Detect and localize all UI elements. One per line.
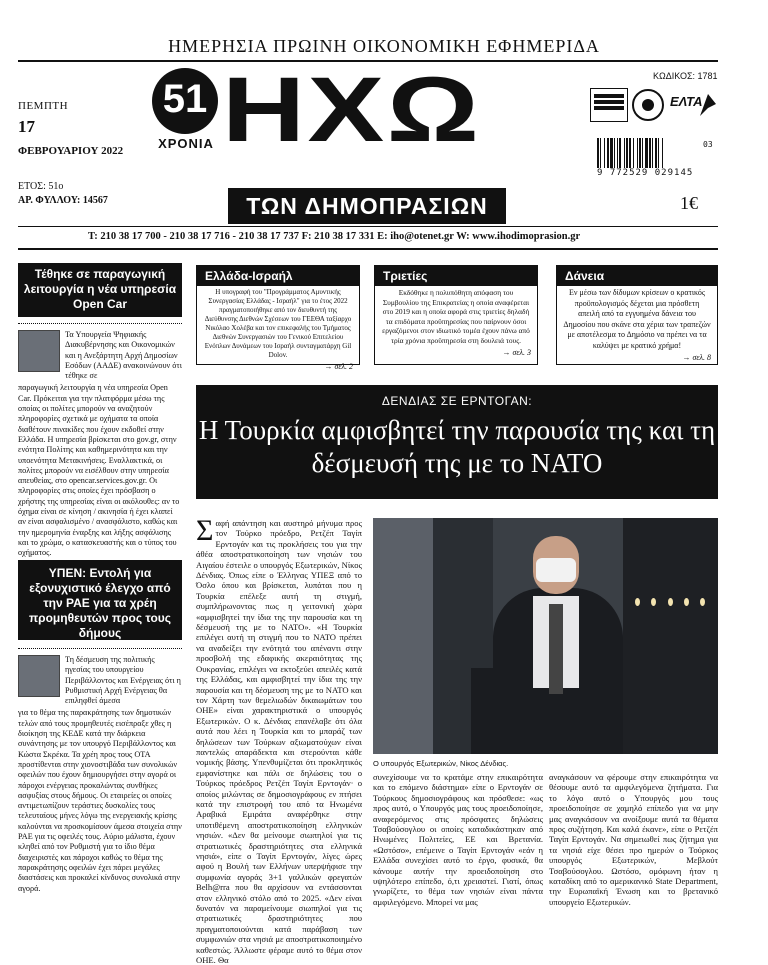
lead-story-banner xyxy=(196,385,718,499)
anniversary-badge: 51 xyxy=(152,68,218,134)
story-body: για το θέμα της παρακράτησης των δημοτικών τελών από τους προμηθευτές εισέπραξε χθες η διοίκηση της ΚΕΔΕ κατά την διάρκεια συνάντησης με τον υπουργό Περιβάλλοντος και Κώστα Σκρέκα. Τα χρέη προς τους ΟΤΑ προστίθενται στην χιονοστιβάδα των συνολικών οφειλών που έχουν δημιουργήσει στην αγορά οι πάροχοι ενέργειας προκαλώντας συνθήκες ασφυξίας στους δήμους. Οι εταιρείες οι οποίες αντιμετωπίζουν τεράστιες δυσκολίες τους τελευταίους μήνες λόγω της ενεργειακής κρίσης καλούνται να προσκομίσουν άμεσα στοιχεία στην ΡΑΕ για τις οφειλές τους. Αύριο μάλιστα, έχουν κληθεί από τον Ρυθμιστή για το ίδιο θέμα διαχειριστές και πάροχοι καθώς το θέμα της παρακράτησης οφειλών έχει πάρει μεγάλες διαστάσεις και προκαλεί κίνδυνος συνολικά στην αγορά. xyxy=(18,708,182,893)
lead-column-3: αναγκάσουν να φέρουμε στην επικαιρότητα να θέσουμε αυτό τα αμφιλεγόμενα ζητήματα. Για το λόγο αυτό ο Υπουργός μου τους προειδοποίησε σε χαμηλό επίπεδο για να μην μας αναγκάσουν να ανοίξουμε αυτά τα θέματα προς συζήτηση. Και καλά έκανε», είπε ο Ρετζέπ Ταγίπ Ερντογάν. Να σημειωθεί πως ζήτημα για τα νησιά είχε θέσει προ ημερών ο Τούρκος υπουργός Εξωτερικών, Μεβλούτ Τσαβούσογλου. Ωστόσο, ομόφωνη ήταν η καταδίκη από το αμερικανικό State Department, την Ευρωπαϊκή Ένωση και το βρετανικό υπουργείο Εξωτερικών. xyxy=(549,772,718,907)
publishers-seal-icon xyxy=(632,89,664,121)
issue-meta xyxy=(18,180,108,208)
lead-kicker: ΔΕΝΔΙΑΣ ΣΕ ΕΡΝΤΟΓΑΝ: xyxy=(381,394,533,408)
story-headline: Τέθηκε σε παραγωγική λειτουργία η νέα υπηρεσία Open Car xyxy=(18,263,182,317)
anniversary-label: ΧΡΟΝΙΑ xyxy=(158,136,214,151)
cover-price: 1€ xyxy=(680,193,698,213)
sidebar-story-opencar xyxy=(18,263,182,559)
lead-column-1 xyxy=(196,514,362,965)
issue-date-month: ΦΕΒΡΟΥΑΡΙΟΥ 2022 xyxy=(18,145,124,157)
photo-caption: Ο υπουργός Εξωτερικών, Νίκος Δένδιας. xyxy=(373,759,509,768)
lead-text: αφή απάντηση και αυστηρό μήνυμα προς τον Τούρκο πρόεδρο, Ρετζέπ Ταγίπ Ερντογάν και τις προκλήσεις του για την άθέα αποστρατικοποίηση των νησιών του Αιγαίου έστειλε ο υπουργός Εξωτερικών, Νίκος Δένδιας. Όπως είπε ο Έλληνας ΥΠΕΞ από το Όσλο όπου και βρίσκεται, λυπάται που η Τουρκία επέλεξε αυτή τη στιγμή, συμπλήρωνοντας πως η γειτονική χώρα «αμφισβητεί την ίδια της την παρουσία και τη δέσμευσή της με το ΝΑΤΟ». «Η Τουρκία επιλέγει αυτή τη στιγμή που το ΝΑΤΟ πρέπει να αναδείξει την ενότητά του απέναντι στην προσβολή της εδαφικής ακεραιότητας της Ουκρανίας, επιλέγει να εκτοξεύει απειλές κατά της Ελλάδας, και αμφισβητεί την ίδια της την παρουσία και τη δέσμευση της με το ΝΑΤΟ και τον Χάρτη των θεμελιωδών δικαιωμάτων του ΟΗΕ» είναι χαρακτηριστικά ο υπουργός Εξωτερικών. Ο κ. Δένδιας επανέλαβε ότι όλα αυτά που λέει η Τουρκία και το μπαράζ των δηλώσεων των Τούρκων αξιωματούχων είναι παντελώς απαράδεκτα και στερούνται κάθε νομικής βάσης. Υπενθυμίζεται ότι προκλητικός εμφανίστηκε και πάλι σε δηλώσεις του ο Τούρκος πρόεδρος Ρετζέπ Ταγίπ Ερντογάν· ο οποίος μιλώντας σε δημοσιογράφους εν πτήσει κατά την επιστροφή του από τα Ηνωμένα Αραβικά Εμιράτα αναφέρθηκε στην υποτιθέμενη αποστρατικοποίηση ελληνικών νησιών. «Δεν θα μείνουμε σιωπηλοί για τις στρατιωτικές δραστηριότητες στα ελληνικά νησιά», είπε ο Ταγίπ Ερντογάν, λίγες ώρες αφού η Βουλή των Ελλήνων υπερψήφισε την συμφωνία αγοράς 3+1 γαλλικών φρεγατών Belh@rra που θα αρχίσουν να εντάσσονται στον ελληνικό στόλο από το 2025. «Δεν είναι δυνατόν να παραμείνουμε σιωπηλοί για τις στρατιωτικές δραστηριότητες που πραγματοποιούνται κατά παράβαση των συμφωνιών στα νησιά με αποστρατικοποιημένο καθεστώς. Άλλωστε φέραμε αυτό το θέμα στον ΟΗΕ. Θα xyxy=(196,518,362,965)
story-body: παραγωγική λειτουργία η νέα υπηρεσία Open Car. Πρόκειται για την πλατφόρμα μέσω της οποίας οι πολίτες μπορούν να αναζητούν πληροφορίες σχετικά με οχήματα τα οποία διαθέτουν πινακίδες που έχουν εκδοθεί στην Ελλάδα. Η υπηρεσία βρίσκεται στο gov.gr, στην ενότητα Πολίτης και καθημερινότητα και την υποενότητα Μετακινήσεις. Εναλλακτικά, οι πολίτες μπορούν να εισέλθουν στην υπηρεσία απευθείας, στο opencar.services.gov.gr. Οι πληροφορίες στις οποίες έχει πρόσβαση ο χρήστης της υπηρεσίας είναι οι ακόλουθες: αν το όχημα είναι σε κίνηση / ακινησία ή έχει κλαπεί αν είναι ασφαλισμένο / ανασφάλιστο, καθώς και την ημερομηνία έναρξης και λήξης ασφάλισης και το χρώμα, ο κατασκευαστής και ο τύπος του οχήματος. xyxy=(18,383,180,558)
elta-hermes-icon xyxy=(698,90,718,120)
masthead-subtitle: ΤΩΝ ΔΗΜΟΠΡΑΣΙΩΝ xyxy=(228,188,506,224)
teaser-daneia xyxy=(556,265,718,365)
teaser-text: Εκδόθηκε η πολυπόθητη απόφαση του Συμβουλίου της Επικρατείας η οποία αναφέρεται στο 2019 και η οποία αφορά στις τριετίες δηλαδή τα επιδόματα προϋπηρεσίας που παίρνουν όσοι εργαζόμενοι στον ιδιωτικό τομέα έχουν πάνω από τρία χρόνια προϋπηρεσία στη δουλειά τους. xyxy=(382,288,530,345)
issue-day: ΠΕΜΠΤΗ xyxy=(18,100,69,112)
lead-column-2: συνεχίσουμε να το κρατάμε στην επικαιρότητα και το επόμενο διάστημα» είπε ο Ερντογάν σε Τούρκους δημοσιογράφους και πρόσθεσε: «ως προς αυτό, ο Υπουργός μας τους προειδοποίησε, αναφερόμενος στις πρόσφατες δηλώσεις Τσαβούσογλου οι οποίες καταδικάστηκαν από Ηνωμένες Πολιτείες, ΕΕ και Βρετανία. «Ωστόσο», επέμεινε ο Ταγίπ Ερντογάν «εάν η Ελλάδα συνεχίσει αυτό το έργο, φυσικά, θα κάνουμε αυτήν την προειδοποίηση στο υψηλότερο επίπεδο, ό,τι χρειαστεί. Γιατί, όπως γνωρίζετε, το θέμα των νησιών είναι πάντα αμφιλεγόμενο. Μπορεί να μας xyxy=(373,772,543,907)
barcode-edition: 03 xyxy=(703,140,713,149)
issue-year: ΕΤΟΣ: 51ο xyxy=(18,181,64,192)
teaser-page-ref: → σελ. 8 xyxy=(682,353,711,362)
newspaper-tagline: ΗΜΕΡΗΣΙΑ ΠΡΩΙΝΗ ΟΙΚΟΝΟΜΙΚΗ ΕΦΗΜΕΡΙΔΑ xyxy=(168,36,600,56)
teaser-text: Εν μέσω των δίδυμων κρίσεων ο κρατικός προϋπολογισμός δέχεται μια πρόσθετη απειλή από τα εγγυημένα δάνεια του Δημοσίου που σκάνε στα χέρια των τραπεζών με αποτέλεσμα το Δημόσιο να πρέπει να τα καλύψει με κρατικό χρήμα! xyxy=(563,288,711,350)
press-stamp-icon xyxy=(590,88,628,122)
contact-rule-bottom xyxy=(18,248,718,250)
teaser-title: Ελλάδα-Ισραήλ xyxy=(197,266,359,286)
teaser-page-ref: → σελ. 3 xyxy=(502,347,531,357)
story-thumbnail xyxy=(18,330,60,372)
teaser-trieties xyxy=(374,265,538,365)
teaser-title: Δάνεια xyxy=(557,266,717,286)
contact-info: T: 210 38 17 700 - 210 38 17 716 - 210 38 17 737 F: 210 38 17 331 E: iho@otenet.gr W: www.ihodimoprasion.gr xyxy=(88,231,581,242)
story-thumbnail xyxy=(18,655,60,697)
barcode-icon xyxy=(597,138,717,168)
issue-number: ΑΡ. ΦΥΛΛΟΥ: 14567 xyxy=(18,195,108,206)
story-intro: Τη δέσμευση της πολιτικής ηγεσίας του υπουργείου Περιβάλλοντος και Ενέργειας ότι η Ρυθμιστική Αρχή Ενέργειας θα επιληφθεί άμεσα xyxy=(65,655,181,706)
issue-code: ΚΩΔΙΚΟΣ: 1781 xyxy=(653,71,718,81)
lead-photo xyxy=(373,518,718,754)
teaser-text: Η υπογραφή του "Προγράμματος Αμυντικής Συνεργασίας Ελλάδας - Ισραήλ" για το έτος 2022 πραγματοποιήθηκε από τον διευθυντή της Διεύθυνσης Διεθνών Σχέσεων του ΓΕΕΘΑ ταξίαρχο Νικόλαο Χολέβα και τον επικεφαλής του Τμήματος Διεθνών Συνεργασιών του Γενικού Επιτελείου Ενόπλων Δυνάμεων του Ισραήλ συνταγματάρχη Gil Dolov. xyxy=(204,288,352,359)
lead-headline: Η Τουρκία αμφισβητεί την παρουσία της και τη δέσμευσή της με το ΝΑΤΟ xyxy=(198,415,716,478)
story-headline: ΥΠΕΝ: Εντολή για εξονυχιστικό έλεγχο από την ΡΑΕ για τα χρέη προμηθευτών προς τους δήμους xyxy=(18,560,182,640)
teaser-greece-israel xyxy=(196,265,360,371)
story-intro: Τα Υπουργεία Ψηφιακής Διακυβέρνησης και Οικονομικών και η Ανεξάρτητη Αρχή Δημοσίων Εσόδων (ΑΑΔΕ) ανακοινώνουν ότι τέθηκε σε xyxy=(65,330,182,381)
teaser-page-ref: → σελ. 2 xyxy=(324,362,353,371)
elta-logo: ΕΛΤΑ xyxy=(670,94,703,109)
sidebar-story-ypen xyxy=(18,560,182,894)
barcode-number: 9 772529 029145 xyxy=(597,168,694,178)
teaser-title: Τριετίες xyxy=(375,266,537,286)
publisher-logos xyxy=(590,88,718,124)
dropcap: Σ xyxy=(196,514,214,547)
masthead-title: ΗΧΩ xyxy=(222,59,482,161)
issue-date-number: 17 xyxy=(18,117,35,136)
contact-rule-top xyxy=(18,226,718,227)
